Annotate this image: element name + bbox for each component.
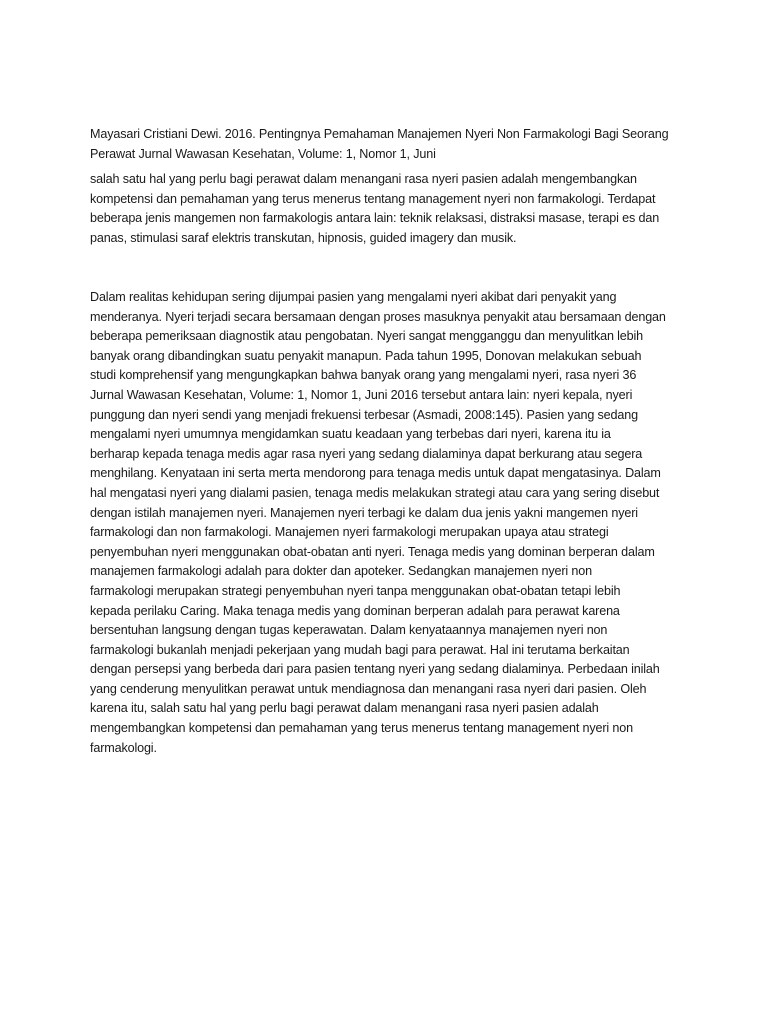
summary-paragraph: salah satu hal yang perlu bagi perawat dalam menangani rasa nyeri pasien adalah mengembangkan kompetensi dan pemahaman yang terus menerus tentang management nyeri non farmakologi. Terdapat beberapa jenis mangemen non farmakologis antara lain: teknik relaksasi, distraksi masase, terapi es dan panas, stimulasi saraf elektris transkutan, hipnosis, guided imagery dan musik. <box>90 172 660 245</box>
citation-text: Mayasari Cristiani Dewi. 2016. Pentingnya Pemahaman Manajemen Nyeri Non Farmakologi Bagi Seorang Perawat Jurnal Wawasan Kesehatan, Volume: 1, Nomor 1, Juni <box>90 127 669 161</box>
body-paragraph: Dalam realitas kehidupan sering dijumpai pasien yang mengalami nyeri akibat dari penyakit yang menderanya. Nyeri terjadi secara bersamaan dengan proses masuknya penyakit atau bersamaan dengan beberapa pemeriksaan diagnostik atau pengobatan. Nyeri sangat mengganggu dan menyulitkan lebih banyak orang dibandingkan suatu penyakit manapun. Pada tahun 1995, Donovan melakukan sebuah studi komprehensif yang mengungkapkan bahwa banyak orang yang mengalami nyeri, rasa nyeri 36 Jurnal Wawasan Kesehatan, Volume: 1, Nomor 1, Juni 2016 tersebut antara lain: nyeri kepala, nyeri punggung dan nyeri sendi yang menjadi frekuensi terbesar (Asmadi, 2008:145). Pasien yang sedang mengalami nyeri umumnya mengidamkan suatu keadaan yang terbebas dari nyeri, karena itu ia berharap kepada tenaga medis agar rasa nyeri yang sedang dialaminya dapat berkurang atau segera menghilang. Kenyataan ini serta merta mendorong para tenaga medis untuk dapat mengatasinya. Dalam hal mengatasi nyeri yang dialami pasien, tenaga medis melakukan strategi atau cara yang sering disebut dengan istilah manajemen nyeri. Manajemen nyeri terbagi ke dalam dua jenis yakni mangemen nyeri farmakologi dan non farmakologi. Manajemen nyeri farmakologi merupakan upaya atau strategi penyembuhan nyeri menggunakan obat-obatan anti nyeri. Tenaga medis yang dominan berperan dalam manajemen farmakologi adalah para dokter dan apoteker. Sedangkan manajemen nyeri non farmakologi merupakan strategi penyembuhan nyeri tanpa menggunakan obat-obatan tetapi lebih kepada perilaku Caring. Maka tenaga medis yang dominan berperan adalah para perawat karena bersentuhan langsung dengan tugas keperawatan. Dalam kenyataannya manajemen nyeri non farmakologi bukanlah menjadi pekerjaan yang mudah bagi para perawat. Hal ini terutama berkaitan dengan persepsi yang berbeda dari para pasien tentang nyeri yang sedang dialaminya. Perbedaan inilah yang cenderung menyulitkan perawat untuk mendiagnosa dan menangani rasa nyeri dari pasien. Oleh karena itu, salah satu hal yang perlu bagi perawat dalam menangani rasa nyeri pasien adalah mengembangkan kompetensi dan pemahaman yang terus menerus tentang management nyeri non farmakologi. <box>90 290 666 755</box>
